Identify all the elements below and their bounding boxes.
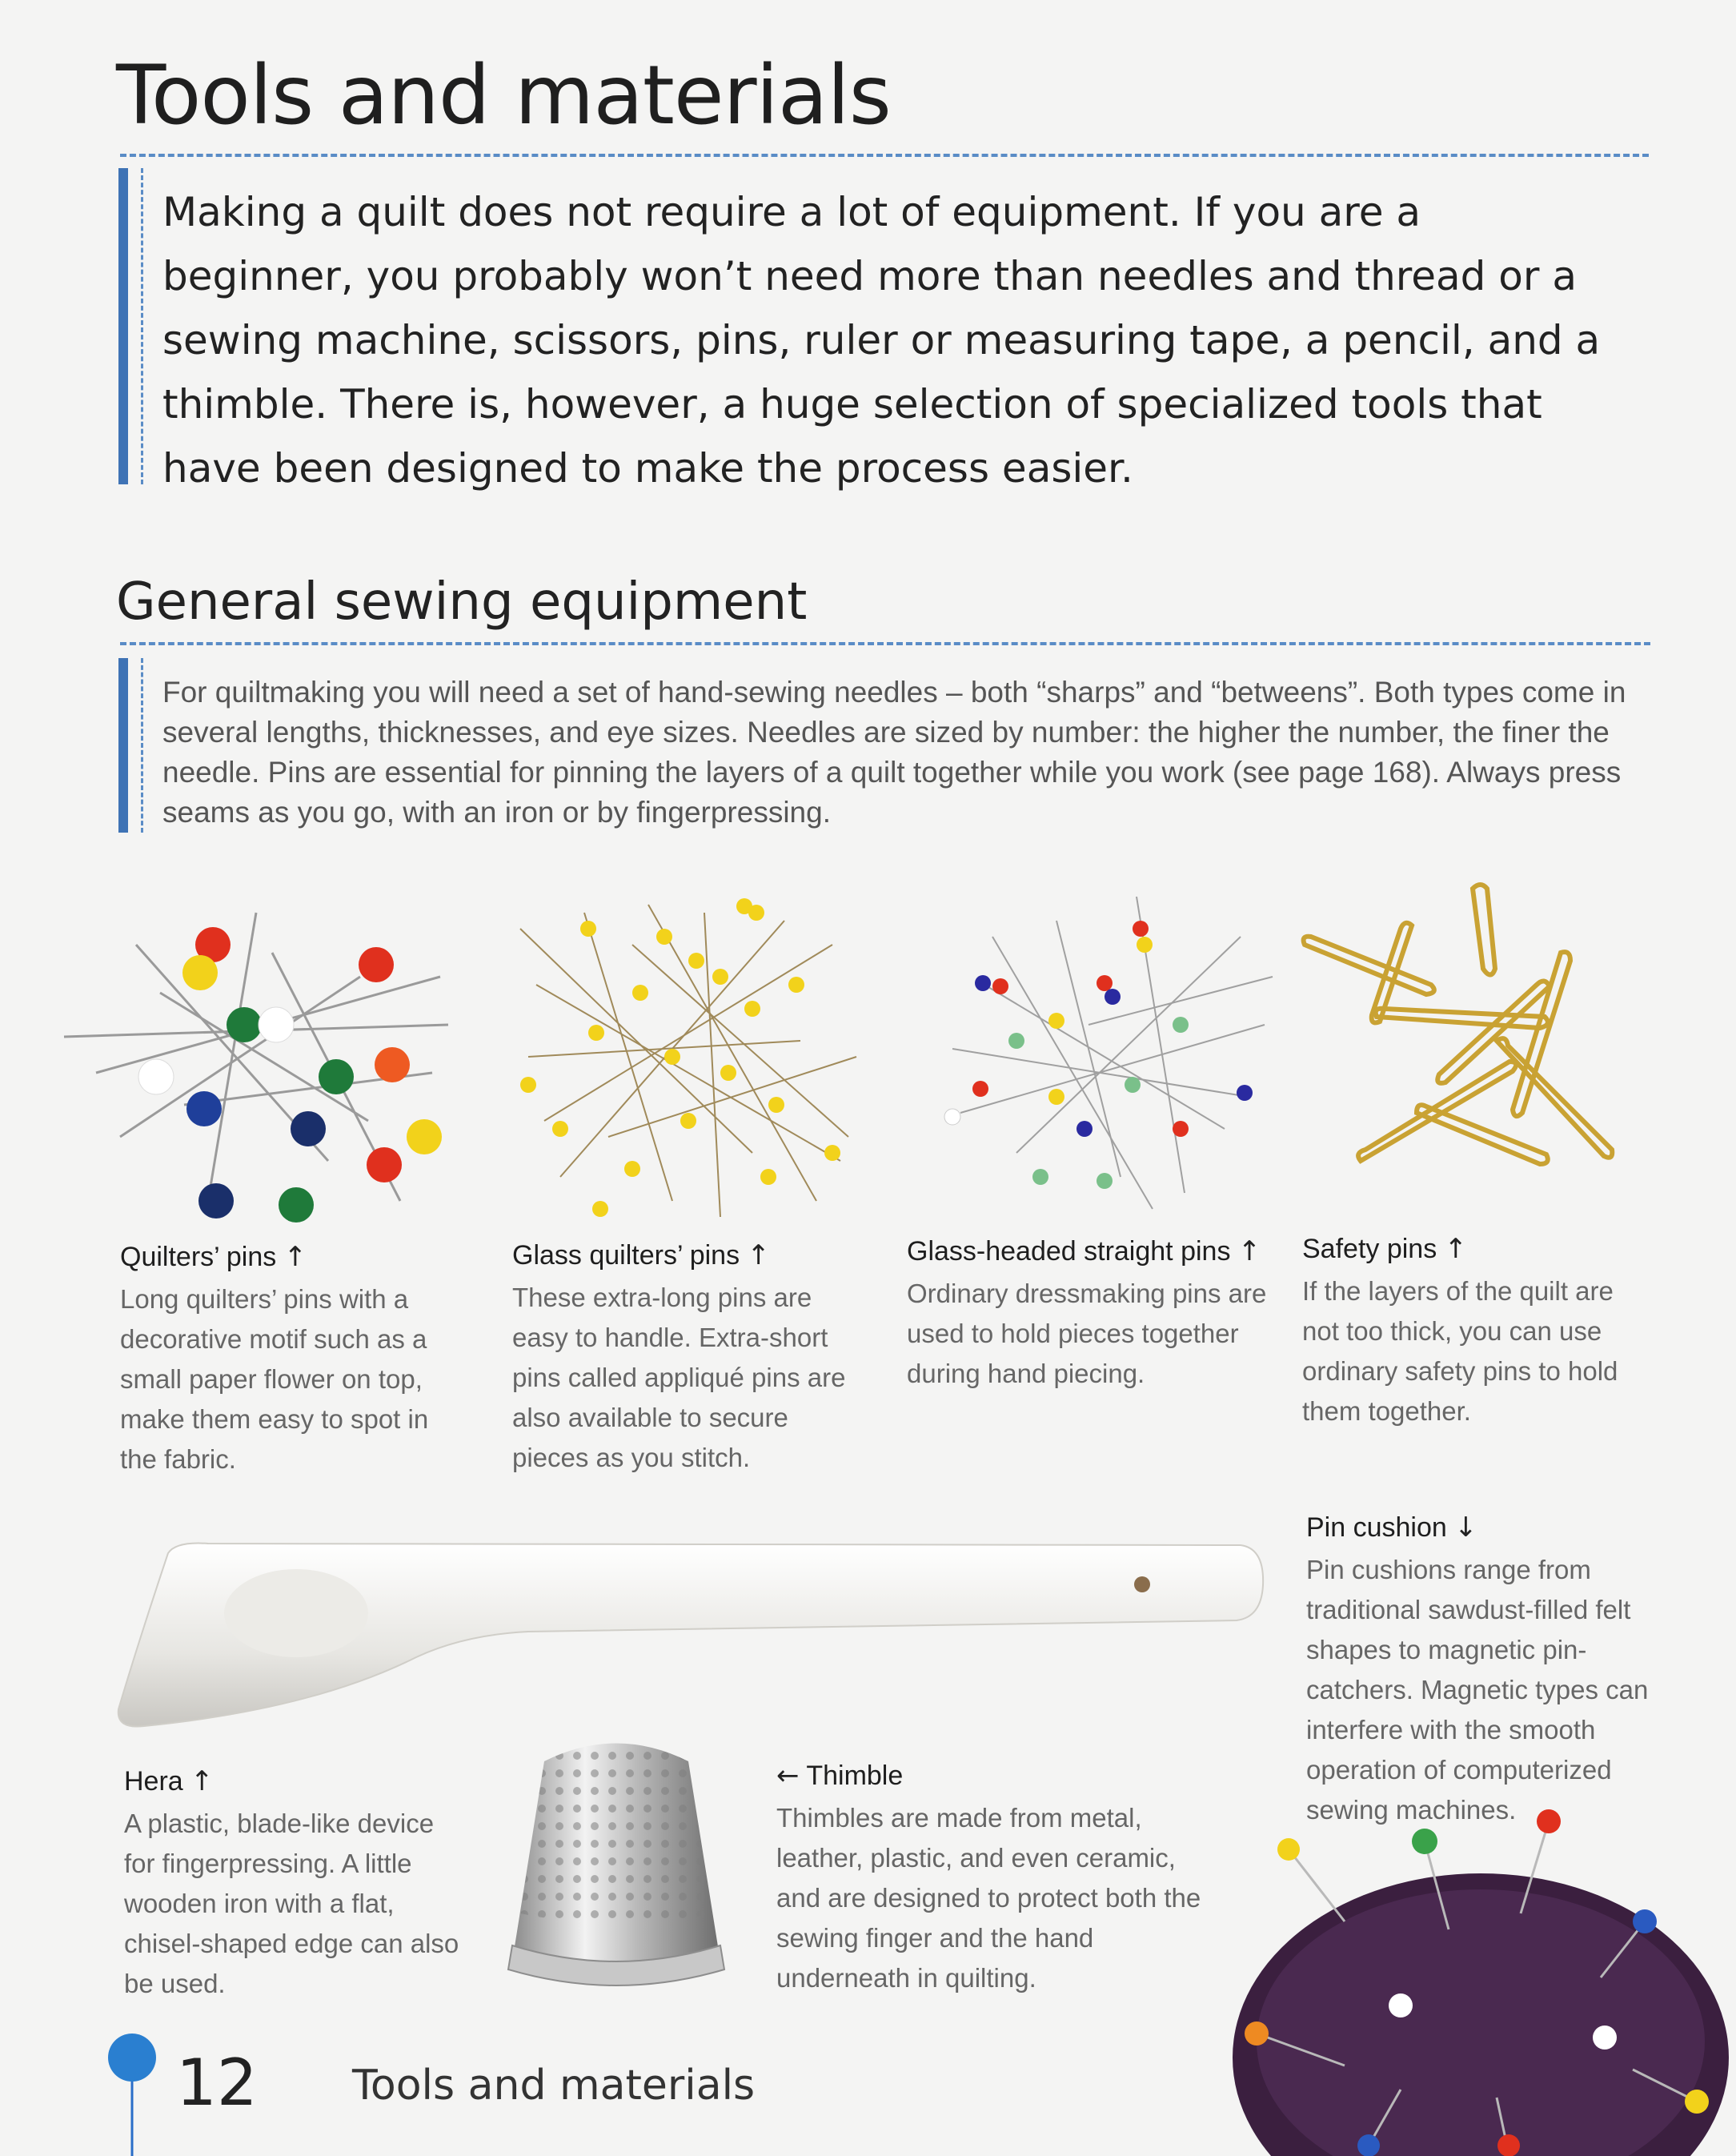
page-number: 12	[176, 2046, 258, 2120]
caption-body: These extra-long pins are easy to handle. Extra-short pins called appliqué pins are also available to secure pieces as you stitch.	[512, 1283, 846, 1472]
caption-quilters-pins	[120, 1241, 440, 1479]
safety-pins-image	[1297, 881, 1633, 1217]
intro-dash-rule	[141, 168, 143, 484]
caption-hera	[124, 1765, 460, 2004]
arrow-up-icon: ↑	[1237, 1235, 1261, 1267]
title-divider	[120, 154, 1649, 157]
caption-body: A plastic, blade-like device for fingerpressing. A little wooden iron with a flat, chisel-shaped edge can also be used.	[124, 1809, 459, 1998]
caption-pin-cushion	[1306, 1512, 1674, 1830]
arrow-down-icon: ↓	[1454, 1512, 1477, 1544]
caption-safety-pins	[1302, 1233, 1622, 1431]
footer-section-title: Tools and materials	[352, 2062, 756, 2110]
arrow-up-icon: ↑	[747, 1239, 771, 1271]
section-heading: General sewing equipment	[116, 572, 808, 632]
hera-image	[112, 1537, 1273, 1745]
caption-body: Thimbles are made from metal, leather, plastic, and even ceramic, and are designed to protect both the sewing finger and the hand underneath in quilting.	[776, 1803, 1201, 1993]
pin-cushion-image	[1217, 1793, 1729, 2156]
section-dash-rule	[141, 658, 143, 833]
caption-body: Pin cushions range from traditional sawdust-filled felt shapes to magnetic pin-catchers. Magnetic types can interfere with the smooth operation of computerized sewing machines.	[1306, 1555, 1649, 1825]
caption-body: Long quilters’ pins with a decorative motif such as a small paper flower on top, make them easy to spot in the fabric.	[120, 1284, 429, 1474]
caption-glass-quilters-pins	[512, 1239, 864, 1478]
section-accent-bar	[118, 658, 128, 833]
caption-title: Glass quilters’ pins	[512, 1240, 740, 1271]
flower-pin-icon	[100, 2034, 164, 2156]
caption-body: If the layers of the quilt are not too thick, you can use ordinary safety pins to hold them together.	[1302, 1276, 1618, 1426]
intro-accent-bar	[118, 168, 128, 484]
caption-glass-headed-pins	[907, 1235, 1283, 1394]
glass-quilters-pins-image	[512, 897, 864, 1233]
arrow-up-icon: ↑	[283, 1241, 307, 1273]
quilters-pins-image	[64, 865, 464, 1233]
intro-paragraph: Making a quilt does not require a lot of equipment. If you are a beginner, you probably won’t need more than needles and thread or a sewing machine, scissors, pins, ruler or measuring tape, a pencil, and a thimble. There is, however, a huge selection of specialized tools that have been designed to make the process easier.	[162, 189, 1601, 492]
caption-thimble	[776, 1760, 1209, 1998]
caption-title: Pin cushion	[1306, 1512, 1447, 1543]
caption-body: Ordinary dressmaking pins are used to hold pieces together during hand piecing.	[907, 1279, 1267, 1388]
caption-title: Thimble	[806, 1761, 904, 1791]
arrow-left-icon: ←	[776, 1760, 800, 1792]
arrow-up-icon: ↑	[190, 1765, 214, 1797]
caption-title: Safety pins	[1302, 1234, 1437, 1264]
page-title: Tools and materials	[116, 48, 891, 143]
arrow-up-icon: ↑	[1444, 1233, 1468, 1265]
glass-headed-pins-image	[944, 889, 1281, 1217]
caption-title: Quilters’ pins	[120, 1242, 277, 1272]
caption-title: Glass-headed straight pins	[907, 1236, 1231, 1267]
section-paragraph: For quiltmaking you will need a set of hand-sewing needles – both “sharps” and “betweens”. Both types come in several lengths, thicknesses, and eye sizes. Needles are sized by number: the higher the number, the finer the needle. Pins are essential for pinning the layers of a quilt together while you work (see page 168). Always press seams as you go, with an iron or by fingerpressing.	[162, 676, 1626, 829]
thimble-image	[480, 1729, 752, 2001]
section-divider	[120, 642, 1650, 645]
caption-title: Hera	[124, 1766, 183, 1797]
